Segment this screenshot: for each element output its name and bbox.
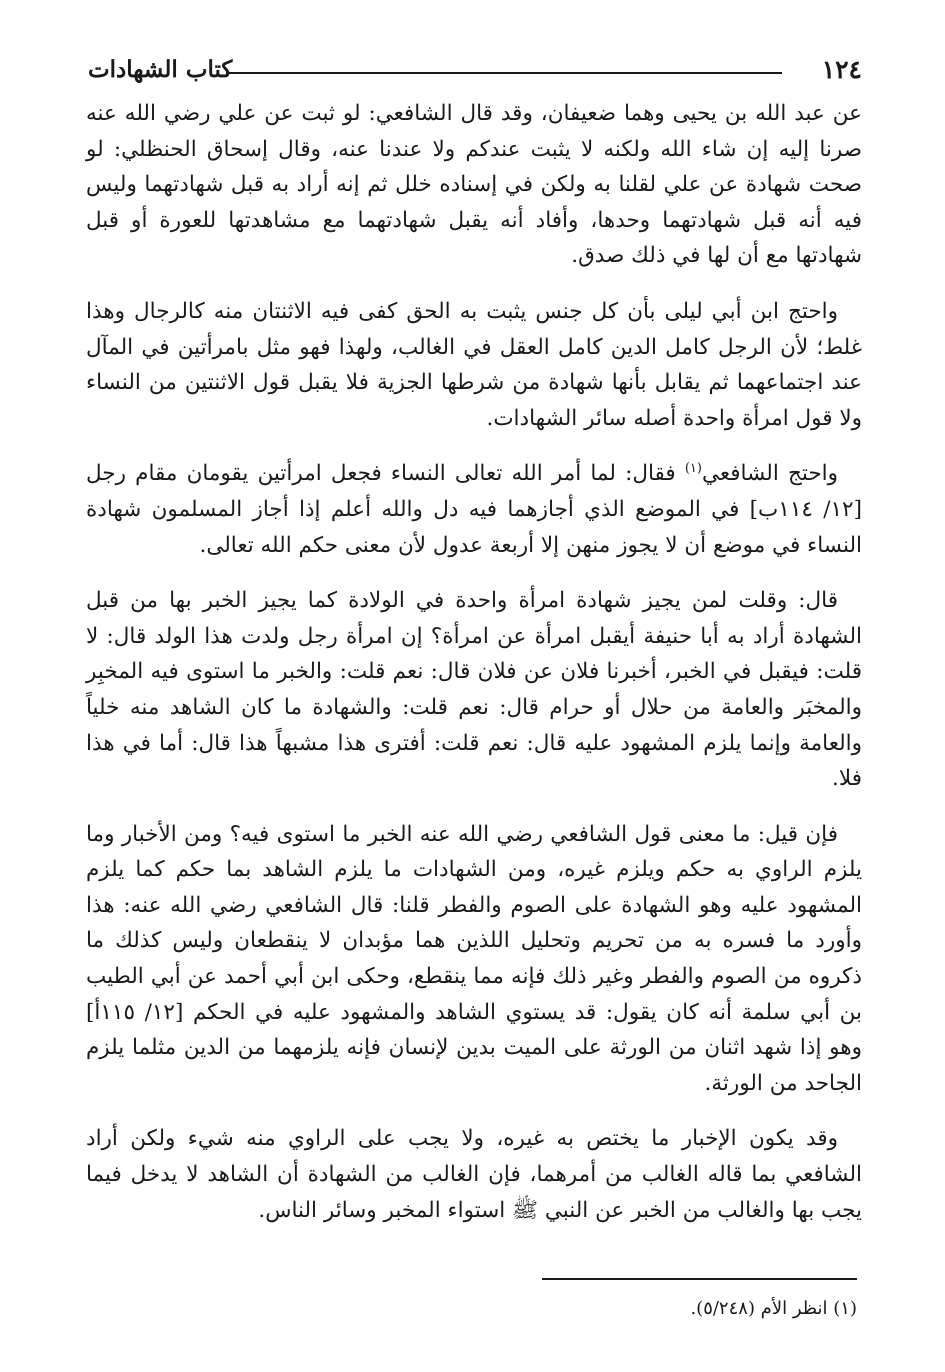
header-rule [226,72,782,74]
page-header [88,50,862,90]
footnote-marker: (١) [684,461,702,477]
footnote-text: انظر الأم (٥/٢٤٨). [690,1298,828,1319]
paragraph: واحتج الشافعي$^{(١)}$ فقال: لما أمر الله تعالى النساء فجعل امرأتين يقومان مقام رجل [١٢/ ١١٤ب] في الموضع الذي أجازهما فيه دل والله أعلم إذا أجاز المسلمون شهادة النساء في موضع أن لا يجوز منهن إلا أربعة عدول لأن معنى حكم الله تعالى. [86,461,862,558]
paragraph: قال: وقلت لمن يجيز شهادة امرأة واحدة في الولادة كما يجيز الخبر بها من قبل الشهادة أراد به أبا حنيفة أيقبل امرأة عن امرأة؟ إن امرأة رجل ولدت هذا الولد قال: لا قلت: فيقبل في الخبر، أخبرنا فلان عن فلان قال: نعم قلت: والخبر ما استوى فيه المخبِر والمخبَر والعامة من حلال أو حرام قال: نعم قلت: والشهادة ما كان الشاهد منه خلياً والعامة وإنما يلزم المشهود عليه قال: نعم قلت: أفترى هذا مشبهاً هذا قال: أما في هذا فلا. [86,588,862,792]
footnote [257,1294,857,1324]
paragraph: فإن قيل: ما معنى قول الشافعي رضي الله عنه الخبر ما استوى فيه؟ ومن الأخبار وما يلزم الراوي به حكم ويلزم غيره، ومن الشهادات ما يلزم الشاهد بما حكم كما يلزم المشهود عليه وهو الشهادة على الصوم والفطر قلنا: قال الشافعي رضي الله عنه: هذا وأورد ما فسره به من تحريم وتحليل اللذين هما مؤبدان لا ينقطعان وليس كذلك ما ذكروه من الصوم والفطر وغير ذلك فإنه مما ينقطع، وحكى ابن أبي أحمد عن أبي الطيب بن أبي سلمة أنه كان يقول: قد يستوي الشاهد والمشهود عليه في الحكم [١٢/ ١١٥أ] وهو إذا شهد اثنان من الورثة على الميت بدين لإنسان فإنه يلزمهما من الدين مثلما يلزم الجاحد من الورثة. [86,821,862,1096]
paragraph: واحتج ابن أبي ليلى بأن كل جنس يثبت به الحق كفى فيه الاثنتان منه كالرجال وهذا غلط؛ لأن الرجل كامل الدين كامل العقل في الغالب، ولهذا فهو مثل بامرأتين في المآل عند اجتماعهما ثم يقابل بأنها شهادة من شرطها الجزية فلا يقبل قول الاثنتين من النساء ولا قول امرأة واحدة أصله سائر الشهادات. [86,298,862,431]
footnote-number: (١) [833,1298,857,1319]
body-text [86,96,862,1248]
page-number: ١٢٤ [821,55,862,84]
paragraph: وقد يكون الإخبار ما يختص به غيره، ولا يجب على الراوي منه شيء ولكن أراد الشافعي بما قاله الغالب من أمرهما، فإن الغالب من الشهادة أن الشاهد لا يدخل فيما يجب بها والغالب من الخبر عن النبي ﷺ استواء المخبر وسائر الناس. [86,1126,862,1223]
paragraph: عن عبد الله بن يحيى وهما ضعيفان، وقد قال الشافعي: لو ثبت عن علي رضي الله عنه صرنا إليه إن شاء الله ولكنه لا يثبت عندكم ولا عندنا عنه، وقال إسحاق الحنظلي: لو صحت شهادة عن علي لقلنا به ولكن في إسناده خلل ثم إنه أراد به قبل شهادتهما وليس فيه أنه قبل شهادتهما وحدها، وأفاد أنه يقبل شهادتهما مع مشاهدتها للعورة أو قبل شهادتها مع أن لها في ذلك صدق. [86,101,862,269]
book-title: كتاب الشهادات [88,56,233,83]
footnote-rule [542,1278,857,1280]
